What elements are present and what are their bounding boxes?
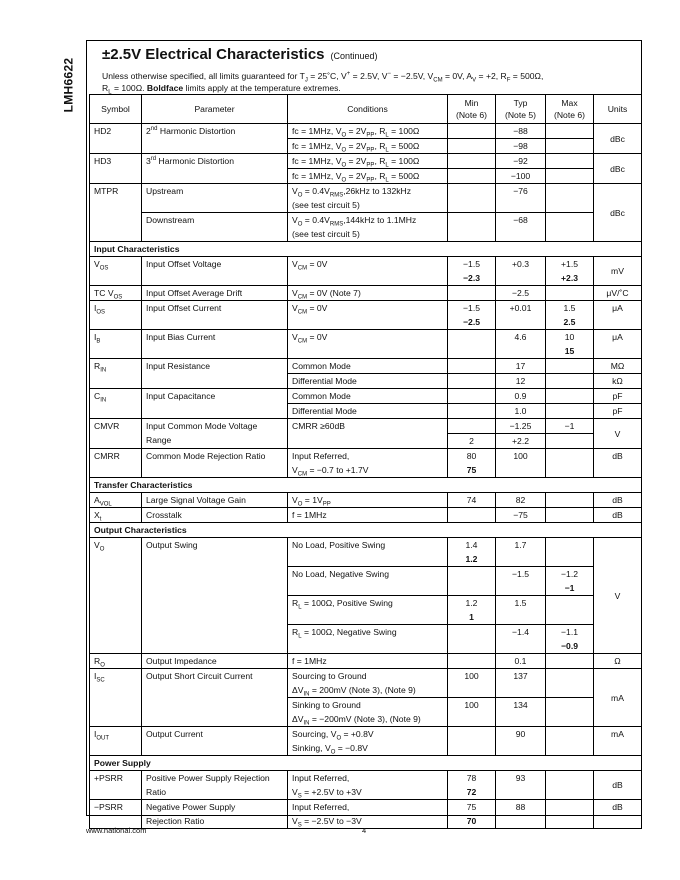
table-row: fc = 1MHz, $V_O = 2V_{PP}$, $R_L = 500\Omega$ −98 [90,139,642,154]
table-row: $V_{OS}$ Input Offset Voltage $V_{CM} = 0V$ −1.5 −2.3 +0.3 +1.5 +2.3 mV [90,257,642,286]
section-input-characteristics: Input Characteristics [90,242,642,257]
table-row: Downstream $V_O = 0.4V_{RMS},144kHz$ to 1.1MHz (see test circuit 5) −68 [90,213,642,242]
section-output-characteristics: Output Characteristics [90,523,642,538]
table-row: $C_{IN}$ Input Capacitance Common Mode 0.9 pF [90,389,642,404]
table-header-row [90,95,642,124]
intro-text: Unless otherwise specified, all limits guaranteed for $T_J$ = 25˚C, V+ = 2.5V, V− = −2.5V, $V_{CM} = 0V$, $A_V = +2$, $R_F = 500\Omega$, $R_L = 100\Omega$. Boldface limits apply at the temperature extremes. [102,71,544,96]
table-row: HD2 2nd Harmonic Distortion fc = 1MHz, $V_O = 2V_{PP}$, $R_L = 100\Omega$ −88 dBc [90,124,642,139]
table-row: −PSRR Negative Power Supply Rejection Ratio Input Referred, $V_S = -2.5V$ to −3V 75 70 88 dB [90,800,642,829]
table-row: fc = 1MHz, $V_O = 2V_{PP}$, $R_L = 500\Omega$ −100 [90,169,642,184]
table-row: MTPR Upstream $V_O = 0.4V_{RMS},26kHz$ to 132kHz (see test circuit 5) −76 dBc [90,184,642,213]
table-row: $I_B$ Input Bias Current $V_{CM} = 0V$ 4.6 10 15 μA [90,330,642,359]
table-row: $X_t$ Crosstalk f = 1MHz −75 dB [90,508,642,523]
title-note: (Continued) [330,51,378,61]
section-power-supply: Power Supply [90,756,642,771]
header-units: Units [594,95,642,124]
table-row: Sinking to Ground $\Delta V_{IN} = -200mV$ (Note 3), (Note 9) 100 134 [90,698,642,727]
table-row: $I_{OUT}$ Output Current Sourcing, $V_O = +0.8V$ Sinking, $V_O = -0.8V$ 90 mA [90,727,642,756]
header-parameter: Parameter [142,95,288,124]
footer-page-number: 4 [362,826,367,835]
table-row: CMVR Input Common Mode Voltage Range CMRR ≥60dB −1.25 −1 V [90,419,642,434]
table-row: $I_{OS}$ Input Offset Current $V_{CM} = 0V$ −1.5 −2.5 +0.01 1.5 2.5 μA [90,301,642,330]
table-row: CMRR Common Mode Rejection Ratio Input Referred, $V_{CM} = -0.7$ to +1.7V 80 75 100 dB [90,449,642,478]
table-row: $R_L = 100\Omega$, Positive Swing 1.2 1 1.5 [90,596,642,625]
table-row: No Load, Negative Swing −1.5 −1.2 −1 [90,567,642,596]
header-conditions: Conditions [288,95,448,124]
header-symbol: Symbol [90,95,142,124]
table-row: $R_{IN}$ Input Resistance Common Mode 17 MΩ [90,359,642,374]
table-row: $I_{SC}$ Output Short Circuit Current Sourcing to Ground $\Delta V_{IN} = 200mV$ (Note 3), (Note 9) 100 137 mA [90,669,642,698]
header-max: Max (Note 6) [546,95,594,124]
header-min: Min (Note 6) [448,95,496,124]
table-row: HD3 3rd Harmonic Distortion fc = 1MHz, $V_O = 2V_{PP}$, $R_L = 100\Omega$ −92 dBc [90,154,642,169]
section-transfer-characteristics: Transfer Characteristics [90,478,642,493]
table-row: Differential Mode 1.0 pF [90,404,642,419]
header-typ: Typ (Note 5) [496,95,546,124]
table-row: $R_L = 100\Omega$, Negative Swing −1.4 −1.1 −0.9 [90,625,642,654]
part-number-label: LMH6622 [61,57,76,113]
table-row: +PSRR Positive Power Supply Rejection Ratio Input Referred, $V_S = +2.5V$ to +3V 78 72 93 dB [90,771,642,800]
page-title: ±2.5V Electrical Characteristics (Continued) [102,46,378,63]
electrical-characteristics-table [89,94,642,829]
table-row: $R_O$ Output Impedance f = 1MHz 0.1 Ω [90,654,642,669]
table-row: $V_O$ Output Swing No Load, Positive Swing 1.4 1.2 1.7 V [90,538,642,567]
table-row: $A_{VOL}$ Large Signal Voltage Gain $V_O = 1V_{PP}$ 74 82 dB [90,493,642,508]
table-row: Differential Mode 12 kΩ [90,374,642,389]
footer-website: www.national.com [86,826,147,835]
table-row: TC $V_{OS}$ Input Offset Average Drift $V_{CM} = 0V$ (Note 7) −2.5 μV/˚C [90,286,642,301]
table-row: 2 +2.2 [90,434,642,449]
